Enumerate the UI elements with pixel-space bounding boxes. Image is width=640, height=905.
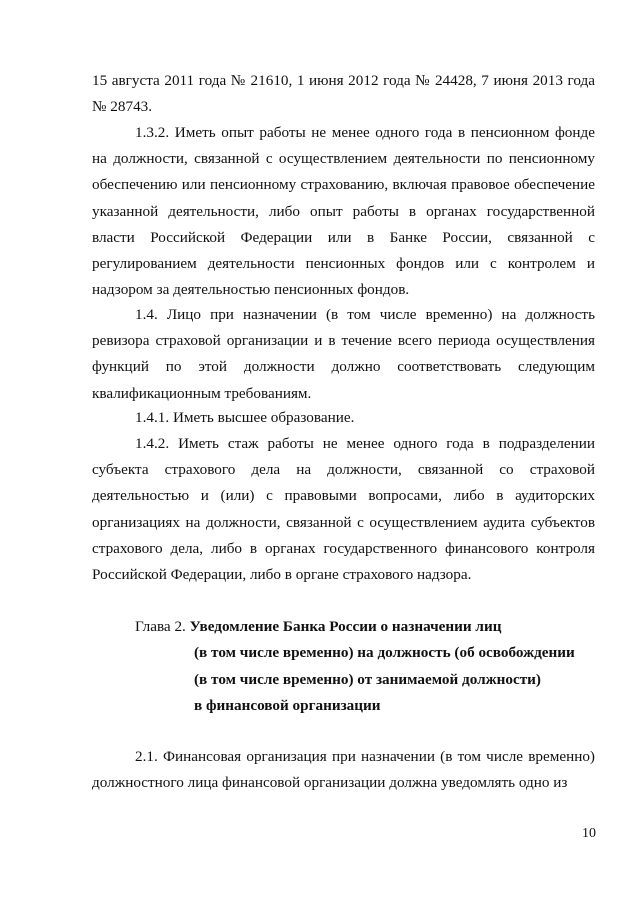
paragraph-1-4: 1.4. Лицо при назначении (в том числе временно) на должность ревизора страховой организации и в течение всего периода осуществления функций по этой должности должно соответствовать следующим квалификационным требованиям.	[92, 306, 595, 402]
chapter-heading	[135, 614, 595, 720]
chapter-title-line-3: (в том числе временно) от занимаемой должности)	[194, 670, 541, 688]
paragraph-1-3-2: 1.3.2. Иметь опыт работы не менее одного года в пенсионном фонде на должности, связанной с осуществлением деятельности по пенсионному обеспечению или пенсионному страхованию, включая правовое обеспечение указанной деятельности, либо опыт работы в органах государственной власти Российской Федерации или в Банке России, связанной с регулированием деятельности пенсионных фондов или с контролем и надзором за деятельностью пенсионных фондов.	[92, 124, 595, 299]
chapter-heading-line-1	[135, 614, 595, 640]
paragraph-1-4-1: 1.4.1. Иметь высшее образование.	[135, 409, 355, 426]
paragraph-continuation: 15 августа 2011 года № 21610, 1 июня 2012 года № 24428, 7 июня 2013 года № 28743.	[92, 72, 595, 116]
paragraph-1-4-2: 1.4.2. Иметь стаж работы не менее одного года в подразделении субъекта страхового дела на должности, связанной со страховой деятельностью и (или) с правовыми вопросами, либо в аудиторских организациях на должности, связанной с осуществлением аудита субъектов страхового дела, либо в органах государственного финансового контроля Российской Федерации, либо в органе страхового надзора.	[92, 435, 595, 584]
page-number: 10	[582, 826, 596, 841]
chapter-title-line-2: (в том числе временно) на должность (об освобождении	[194, 644, 575, 662]
paragraph-2-1: 2.1. Финансовая организация при назначении (в том числе временно) должностного лица финансовой организации должна уведомлять одно из	[92, 748, 595, 792]
chapter-title-line-4: в финансовой организации	[194, 697, 381, 715]
chapter-label: Глава 2.	[135, 618, 186, 635]
chapter-title-line-1: Уведомление Банка России о назначении лиц	[189, 618, 502, 635]
